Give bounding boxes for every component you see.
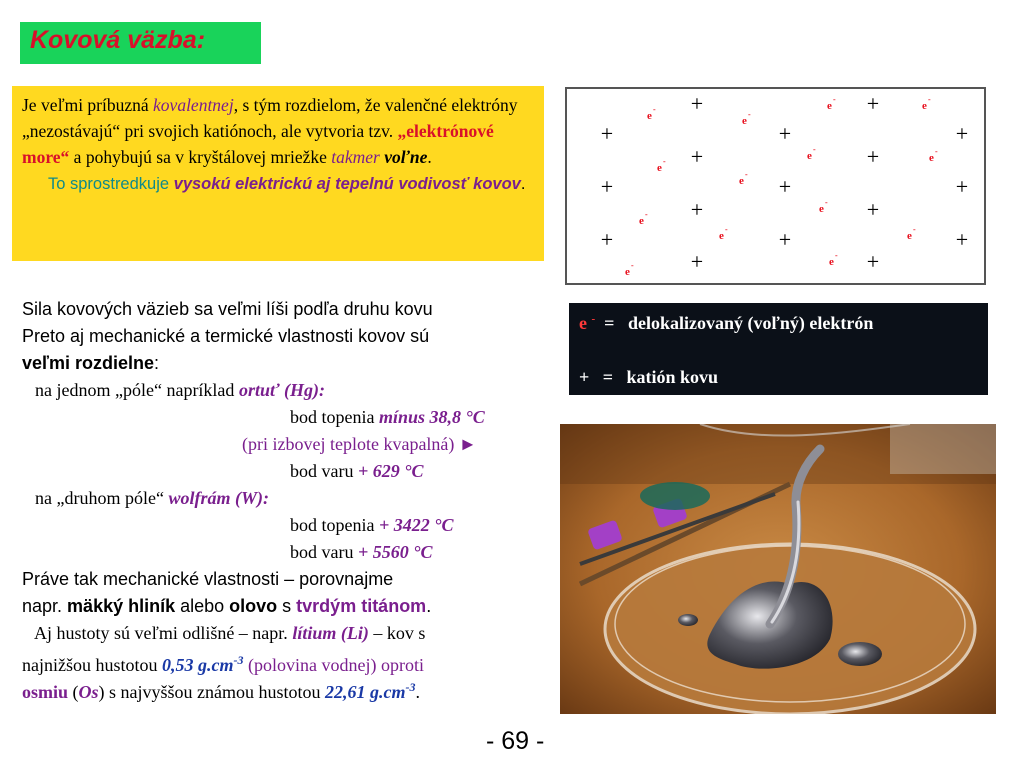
lattice-svg bbox=[567, 89, 984, 283]
page-number: - 69 - bbox=[486, 727, 545, 755]
cation-plus: + bbox=[690, 91, 704, 116]
cation-plus: + bbox=[866, 144, 880, 169]
body-line-8: na „druhom póle“ wolfrám (W): bbox=[35, 488, 269, 508]
slide-title: Kovová väzba: bbox=[30, 26, 206, 54]
electron-e: e bbox=[907, 230, 912, 242]
electron-charge: - bbox=[653, 105, 656, 114]
legend-box bbox=[569, 303, 988, 395]
body-line-14: najnižšou hustotou 0,53 $g.cm^{-3}$ (polovina vodnej) oproti bbox=[22, 653, 424, 675]
electron-charge: - bbox=[835, 251, 838, 260]
body-line-13: Aj hustoty sú veľmi odlišné – napr. lítium (Li) – kov s bbox=[34, 623, 426, 643]
electron-e: e bbox=[647, 110, 652, 122]
cation-plus: + bbox=[690, 144, 704, 169]
cation-plus: + bbox=[866, 197, 880, 222]
mercury-photo bbox=[560, 424, 996, 714]
electron-charge: - bbox=[645, 210, 648, 219]
cation-plus: + bbox=[955, 174, 969, 199]
electron-sea-diagram bbox=[565, 87, 986, 285]
cation-plus: + bbox=[690, 197, 704, 222]
electron-e: e bbox=[827, 100, 832, 112]
cation-plus: + bbox=[955, 121, 969, 146]
electron-e: e bbox=[719, 230, 724, 242]
body-line-6: (pri izbovej teplote kvapalná) ► bbox=[242, 434, 477, 454]
body-line-2: Preto aj mechanické a termické vlastnosti kovov sú bbox=[22, 326, 430, 346]
electron-e: e bbox=[739, 175, 744, 187]
electron-charge: - bbox=[745, 170, 748, 179]
electron-charge: - bbox=[928, 95, 931, 104]
electron-e: e bbox=[625, 266, 630, 278]
body-line-12: napr. mäkký hliník alebo olovo s tvrdým titánom. bbox=[22, 596, 432, 616]
cation-plus: + bbox=[778, 174, 792, 199]
body-line-10: bod varu + 5560 °C bbox=[290, 542, 433, 562]
intro-box bbox=[12, 86, 544, 261]
body-line-1: Sila kovových väzieb sa veľmi líši podľa druhu kovu bbox=[22, 299, 433, 319]
body-line-11: Práve tak mechanické vlastnosti – porovnajme bbox=[22, 569, 394, 589]
electron-e: e bbox=[829, 256, 834, 268]
electron-e: e bbox=[929, 152, 934, 164]
cation-plus: + bbox=[600, 121, 614, 146]
intro-text: Je veľmi príbuzná kovalentnej, s tým rozdielom, že valenčné elektróny „nezostávajú“ pri svojich katiónoch, ale vytvoria tzv. „elektrónové more“ a pohybujú sa v kryštálovej mriežke takmer voľne. bbox=[22, 95, 518, 167]
cation-plus: + bbox=[600, 227, 614, 252]
electron-e: e bbox=[742, 115, 747, 127]
intro-conductivity: To sprostredkuje vysokú elektrickú aj tepelnú vodivosť kovov. bbox=[48, 175, 526, 193]
electron-charge: - bbox=[833, 95, 836, 104]
legend-cation: + = katión kovu bbox=[579, 367, 719, 387]
electron-e: e bbox=[819, 203, 824, 215]
electron-charge: - bbox=[935, 147, 938, 156]
body-line-9: bod topenia + 3422 °C bbox=[290, 515, 454, 535]
electron-e: e bbox=[639, 215, 644, 227]
electron-charge: - bbox=[913, 225, 916, 234]
cation-plus: + bbox=[955, 227, 969, 252]
electron-charge: - bbox=[748, 110, 751, 119]
electron-e: e bbox=[657, 162, 662, 174]
electron-charge: - bbox=[825, 198, 828, 207]
cation-plus: + bbox=[778, 227, 792, 252]
body-line-15: osmiu (Os) s najvyššou známou hustotou 22,61 $g.cm^{-3}$. bbox=[22, 680, 421, 702]
cation-plus: + bbox=[866, 91, 880, 116]
cation-plus: + bbox=[866, 249, 880, 274]
title-banner bbox=[20, 22, 261, 64]
electron-e: e bbox=[922, 100, 927, 112]
body-line-5: bod topenia mínus 38,8 °C bbox=[290, 407, 485, 427]
cation-plus: + bbox=[778, 121, 792, 146]
electron-charge: - bbox=[663, 157, 666, 166]
cation-plus: + bbox=[690, 249, 704, 274]
body-line-3: veľmi rozdielne: bbox=[22, 353, 159, 373]
electron-e: e bbox=[807, 150, 812, 162]
body-line-7: bod varu + 629 °C bbox=[290, 461, 424, 481]
legend-electron: e - = delokalizovaný (voľný) elektrón bbox=[579, 313, 874, 333]
electron-charge: - bbox=[631, 261, 634, 270]
electron-charge: - bbox=[813, 145, 816, 154]
electron-charge: - bbox=[725, 225, 728, 234]
mercury-in-petri-dish-image bbox=[560, 424, 996, 714]
cation-plus: + bbox=[600, 174, 614, 199]
body-line-4: na jednom „póle“ napríklad ortuť (Hg): bbox=[35, 380, 325, 400]
